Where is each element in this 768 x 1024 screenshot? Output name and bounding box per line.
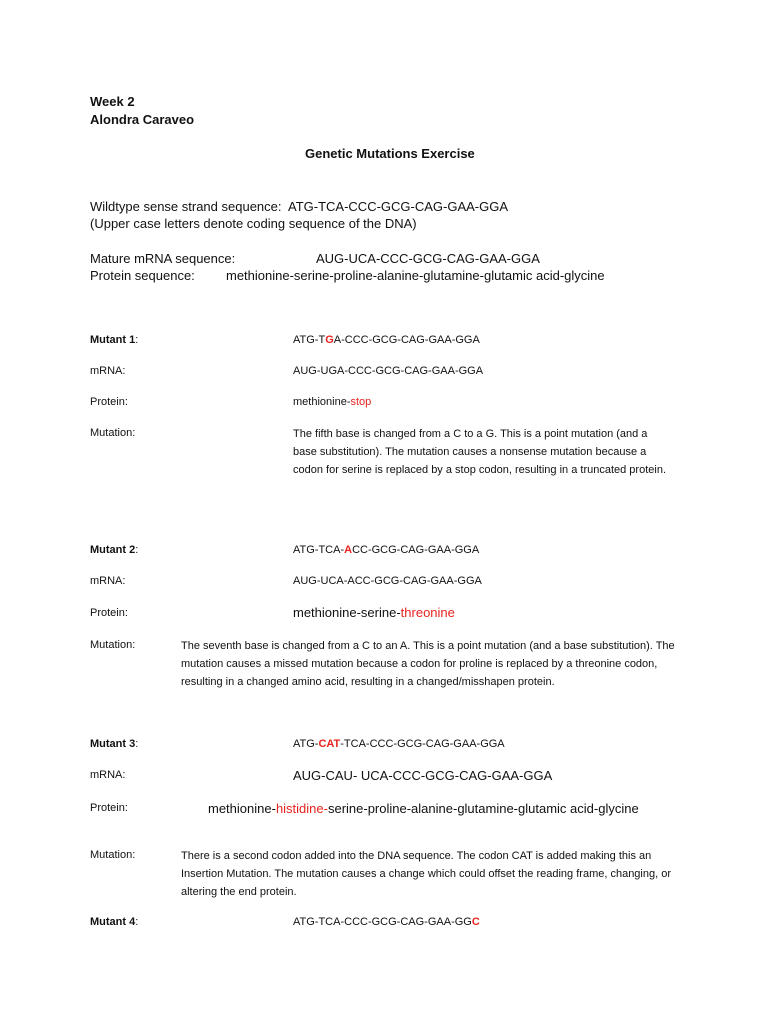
mutant1-heading: Mutant 1: [90, 334, 139, 346]
mutant3-protein: methionine-histidine-serine-proline-alanine-glutamine-glutamic acid-glycine [208, 801, 639, 816]
mutant1-protein-label: Protein: [90, 396, 128, 408]
mutant3-dna: ATG-CAT-TCA-CCC-GCG-CAG-GAA-GGA [293, 738, 505, 750]
mutant2-protein: methionine-serine-threonine [293, 605, 455, 620]
mutant3-protein-label: Protein: [90, 802, 128, 814]
wildtype-sense-label: Wildtype sense strand sequence: [90, 199, 282, 214]
mutant3-mrna-label: mRNA: [90, 769, 126, 781]
protein-sequence-label: Protein sequence: [90, 268, 195, 283]
document-title: Genetic Mutations Exercise [305, 146, 475, 161]
mutant1-protein: methionine-stop [293, 396, 372, 408]
mutant2-heading: Mutant 2: [90, 544, 139, 556]
mutant1-mrna: AUG-UGA-CCC-GCG-CAG-GAA-GGA [293, 365, 484, 377]
wildtype-note: (Upper case letters denote coding sequence of the DNA) [90, 216, 417, 231]
mrna-sequence-label: Mature mRNA sequence: [90, 251, 236, 266]
mutant4-dna: ATG-TCA-CCC-GCG-CAG-GAA-GGC [293, 916, 480, 928]
mutant1-mrna-label: mRNA: [90, 365, 126, 377]
mutant3-heading: Mutant 3: [90, 738, 139, 750]
mutant2-mutation-text: The seventh base is changed from a C to an A. This is a point mutation (and a base substitution). The mutation causes a missed mutation because a codon for proline is replaced by a threonine codon, resulting in a changed amino acid, resulting in a changed/misshapen protein. [181, 640, 675, 688]
mutant2-protein-label: Protein: [90, 607, 128, 619]
author-name: Alondra Caraveo [90, 112, 195, 127]
mutant1-dna: ATG-TGA-CCC-GCG-CAG-GAA-GGA [293, 334, 480, 346]
mutant2-dna: ATG-TCA-ACC-GCG-CAG-GAA-GGA [293, 544, 480, 556]
mutant2-mutation-label: Mutation: [90, 639, 136, 651]
week-label: Week 2 [90, 94, 135, 109]
wildtype-sense-sequence: ATG-TCA-CCC-GCG-CAG-GAA-GGA [288, 199, 509, 214]
mutant1-mutation-label: Mutation: [90, 427, 136, 439]
protein-sequence: methionine-serine-proline-alanine-glutamine-glutamic acid-glycine [226, 268, 605, 283]
mutant3-mutation-label: Mutation: [90, 849, 136, 861]
mutant3-mutation-text: There is a second codon added into the DNA sequence. The codon CAT is added making this an Insertion Mutation. The mutation causes a change which could offset the reading frame, changing, or altering the end protein. [181, 850, 671, 898]
mutant3-mrna: AUG-CAU- UCA-CCC-GCG-CAG-GAA-GGA [293, 768, 553, 783]
mutant4-heading: Mutant 4: [90, 916, 139, 928]
mutant2-mrna-label: mRNA: [90, 575, 126, 587]
mutant1-mutation-text: The fifth base is changed from a C to a G. This is a point mutation (and a base substitution). The mutation causes a nonsense mutation because a codon for serine is replaced by a stop codon, resulting in a truncated protein. [293, 428, 667, 476]
mutant2-mrna: AUG-UCA-ACC-GCG-CAG-GAA-GGA [293, 575, 482, 587]
mrna-sequence: AUG-UCA-CCC-GCG-CAG-GAA-GGA [316, 251, 540, 266]
